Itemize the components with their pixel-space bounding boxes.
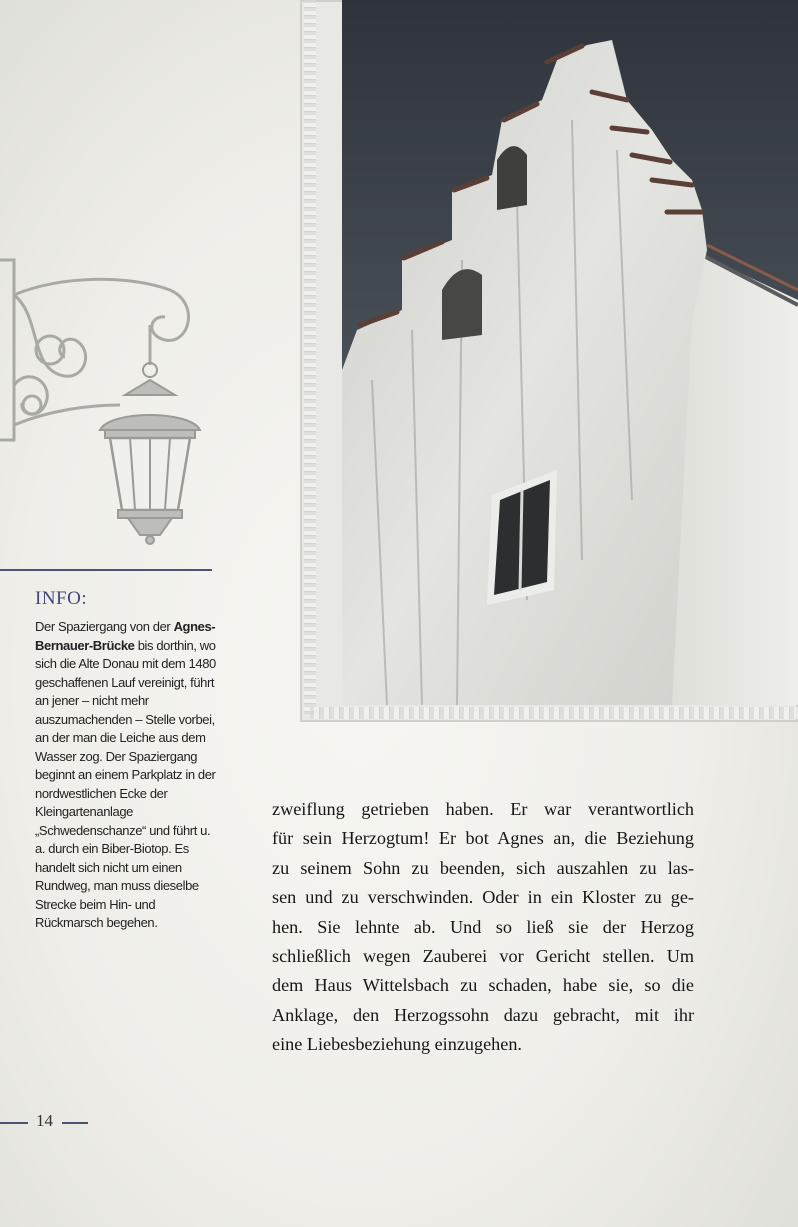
photo-frame [300, 0, 798, 722]
body-text [272, 795, 694, 1060]
body-line: dem Haus Wittelsbach zu schaden, habe sie, so die [272, 975, 694, 996]
body-line: Anklage, den Herzogssohn dazu gebracht, mit ihr [272, 1004, 694, 1025]
building-photo [342, 0, 798, 705]
wall-lantern-ornament [0, 255, 215, 545]
info-text-bold: Agnes-Bernauer-Brücke [35, 619, 216, 653]
body-line: eine Liebesbeziehung einzugehen. [272, 1034, 522, 1055]
info-text-rest: bis dorthin, wo sich die Alte Donau mit dem 1480 geschaffenen Lauf vereinigt, führt an jener – nicht mehr auszumachenden – Stelle vorbei, an der man die Leiche aus dem Wasser zog. Der Spaziergang beginnt an einem Parkplatz in der nordwestlichen Ecke der Kleingartenanlage „Schwedenschanze“ und führt u. a. durch ein Biber-Biotop. Es handelt sich nicht um einen Rundweg, man muss dieselbe Strecke beim Hin- und Rückmarsch begehen. [35, 637, 216, 930]
info-text [35, 618, 217, 933]
info-title: INFO: [35, 588, 88, 609]
body-line: hen. Sie lehnte ab. Und so ließ sie der Herzog [272, 916, 694, 937]
body-line: sen und zu verschwinden. Oder in ein Kloster zu ge- [272, 887, 694, 908]
body-line: schließlich wegen Zauberei vor Gericht stellen. Um [272, 946, 694, 967]
body-line: für sein Herzogtum! Er bot Agnes an, die Beziehung [272, 828, 694, 849]
body-line: zu seinem Sohn zu beenden, sich auszahlen zu las- [272, 857, 694, 878]
body-line: zweiflung getrieben haben. Er war verantwortlich [272, 799, 694, 819]
page-number-rule-left [0, 1122, 28, 1124]
page-number: 14 [36, 1111, 53, 1130]
info-divider [0, 569, 212, 571]
page-number-rule-right [62, 1122, 88, 1124]
info-text-intro: Der Spaziergang von der [35, 619, 171, 634]
